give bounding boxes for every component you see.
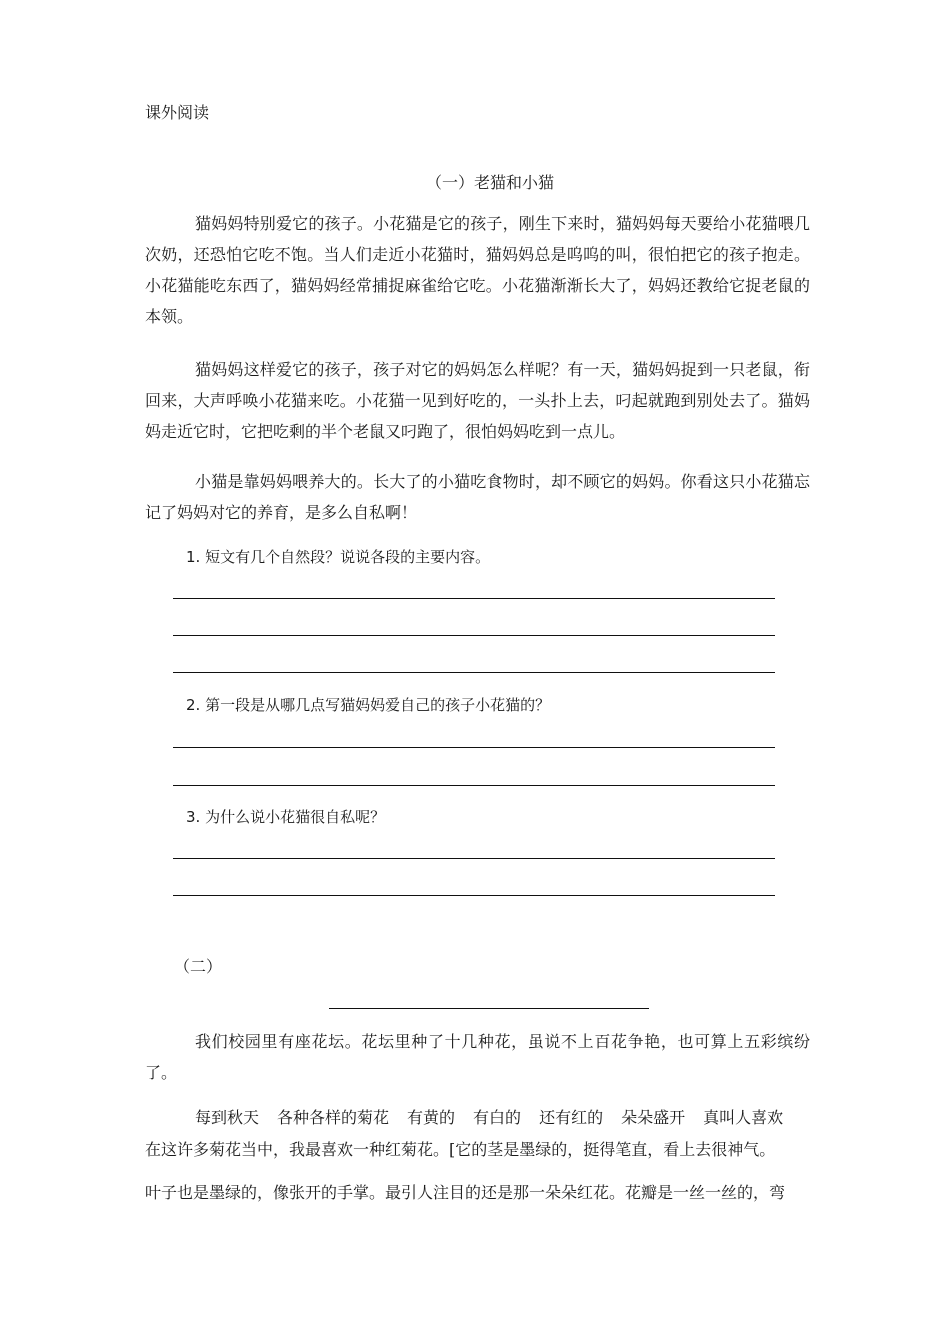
passage2-label: （二）	[174, 957, 223, 976]
passage2-line-1: 在这许多菊花当中，我最喜欢一种红菊花。[它的茎是墨绿的，挺得笔直，看上去很神气。	[145, 1140, 776, 1159]
passage1-paragraph-3: 小猫是靠妈妈喂养大的。长大了的小猫吃食物时，却不顾它的妈妈。你看这只小花猫忘记了妈妈对它的养育，是多么自私啊！	[145, 472, 810, 522]
phrase: 各种各样的菊花	[277, 1108, 390, 1127]
answer-line[interactable]	[173, 895, 775, 896]
section-heading: 课外阅读	[145, 103, 210, 122]
question-1: 1. 短文有几个自然段？说说各段的主要内容。	[186, 548, 491, 566]
answer-line[interactable]	[173, 672, 775, 673]
phrase: 朵朵盛开	[621, 1108, 686, 1127]
passage2-line-2: 叶子也是墨绿的，像张开的手掌。最引人注目的还是那一朵朵红花。花瓣是一丝一丝的，弯	[145, 1183, 786, 1202]
passage1-paragraph-2: 猫妈妈这样爱它的孩子，孩子对它的妈妈怎么样呢？有一天，猫妈妈捉到一只老鼠，衔回来，大声呼唤小花猫来吃。小花猫一见到好吃的，一头扑上去，叼起就跑到别处去了。猫妈妈走近它时，它把吃剩的半个老鼠又叼跑了，很怕妈妈吃到一点儿。	[145, 360, 810, 441]
answer-line[interactable]	[173, 858, 775, 859]
passage2-paragraph-1: 我们校园里有座花坛。花坛里种了十几种花，虽说不上百花争艳，也可算上五彩缤纷了。	[145, 1032, 810, 1082]
title-blank-line[interactable]	[329, 1008, 649, 1009]
passage1-paragraph-1: 猫妈妈特别爱它的孩子。小花猫是它的孩子，刚生下来时，猫妈妈每天要给小花猫喂几次奶，还恐怕它吃不饱。当人们走近小花猫时，猫妈妈总是呜呜的叫，很怕把它的孩子抱走。小花猫能吃东西了，猫妈妈经常捕捉麻雀给它吃。小花猫渐渐长大了，妈妈还教给它捉老鼠的本领。	[145, 214, 810, 326]
question-3: 3. 为什么说小花猫很自私呢？	[186, 808, 386, 826]
answer-line[interactable]	[173, 785, 775, 786]
passage1-title: （一）老猫和小猫	[426, 173, 555, 192]
phrase: 每到秋天	[195, 1108, 260, 1127]
phrase: 还有红的	[539, 1108, 604, 1127]
phrase: 有白的	[473, 1108, 522, 1127]
passage2-paragraph-2	[195, 1102, 875, 1133]
question-2: 2. 第一段是从哪几点写猫妈妈爱自己的孩子小花猫的？	[186, 696, 551, 714]
phrase: 有黄的	[407, 1108, 456, 1127]
answer-line[interactable]	[173, 747, 775, 748]
answer-line[interactable]	[173, 598, 775, 599]
phrase: 真叫人喜欢	[703, 1108, 784, 1127]
answer-line[interactable]	[173, 635, 775, 636]
